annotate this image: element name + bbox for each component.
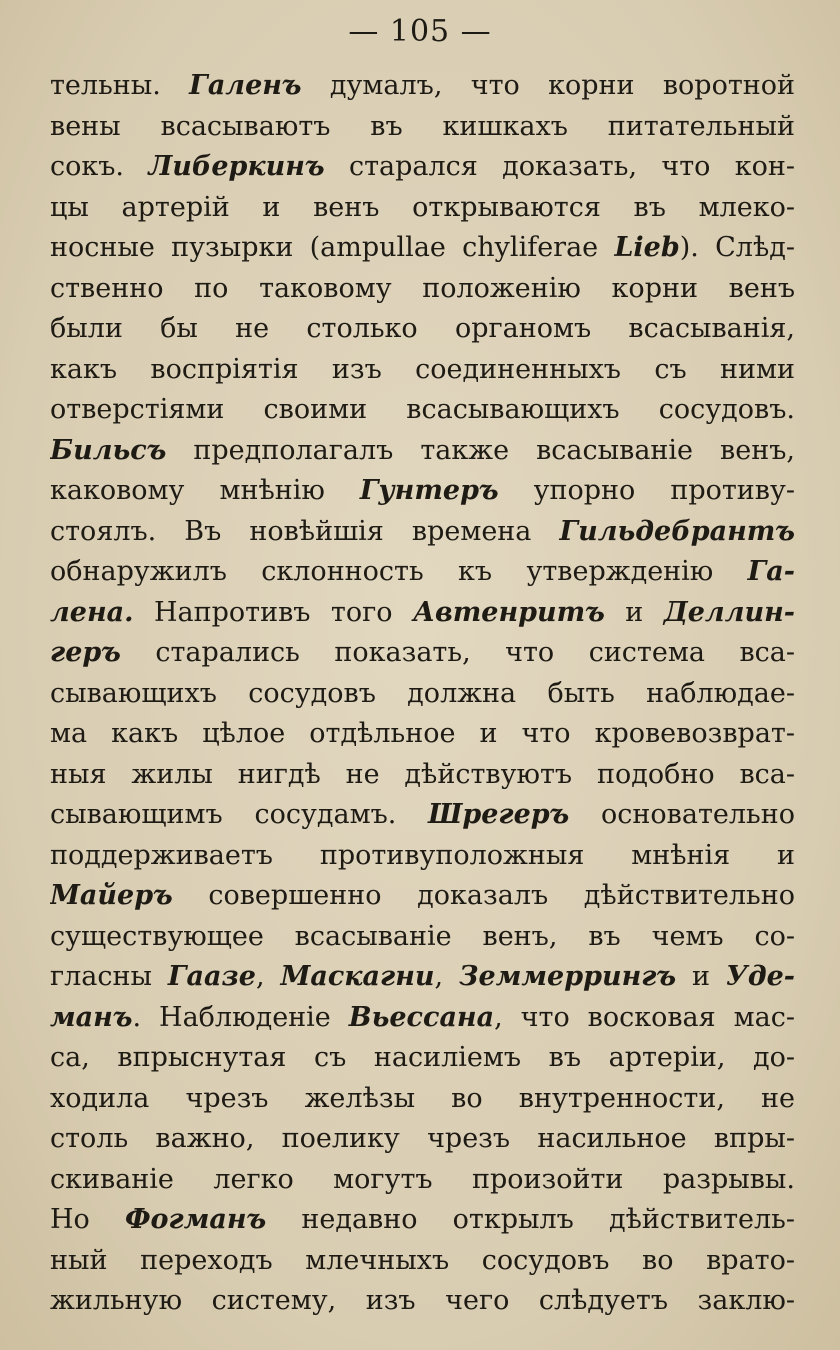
text-line — [50, 66, 795, 107]
text-segment: старались показать, что система вса- — [120, 637, 795, 668]
text-segment: , — [255, 961, 281, 992]
text-segment: старался доказать, что кон- — [324, 151, 795, 182]
text-line — [50, 350, 795, 391]
text-line — [50, 147, 795, 188]
text-line — [50, 1200, 795, 1241]
text-line — [50, 998, 795, 1039]
text-segment: недавно открылъ дѣйствитель- — [266, 1204, 795, 1235]
text-segment: жильную систему, изъ чего слѣдуетъ заклю- — [50, 1285, 795, 1316]
italic-name: Земмеррингъ — [459, 961, 677, 992]
text-line — [50, 309, 795, 350]
text-segment: стоялъ. Въ новѣйшія времена — [50, 515, 560, 547]
text-line — [50, 957, 795, 998]
text-segment: са, впрыснутая съ насиліемъ въ артеріи, до- — [50, 1042, 795, 1073]
italic-name: Гаазе — [167, 961, 256, 992]
text-segment: Напротивъ того — [133, 596, 413, 628]
italic-name: Lieb — [614, 232, 680, 263]
italic-name: Либеркинъ — [148, 151, 325, 182]
italic-name: Уде- — [725, 961, 795, 992]
text-line — [50, 431, 795, 472]
text-line — [50, 836, 795, 877]
text-line — [50, 1038, 795, 1079]
italic-name: Галенъ — [189, 70, 302, 101]
text-segment: каковому мнѣнію — [50, 475, 360, 506]
text-line — [50, 1119, 795, 1160]
text-segment: тельны. — [50, 70, 190, 101]
text-segment: сокъ. — [50, 151, 149, 182]
text-line — [50, 552, 795, 593]
italic-name: Га- — [747, 556, 795, 587]
italic-name: Вьессана — [348, 1001, 495, 1033]
text-line — [50, 674, 795, 715]
text-segment: . Наблюденіе — [132, 1001, 349, 1033]
text-line — [50, 714, 795, 755]
italic-name: Майеръ — [50, 880, 173, 911]
italic-name: Гунтеръ — [359, 475, 499, 506]
italic-name: Гильдебрантъ — [559, 515, 795, 547]
text-segment: носные пузырки (ampullae chyliferae — [50, 232, 615, 263]
text-line — [50, 1281, 795, 1322]
text-segment: существующее всасываніе венъ, въ чемъ со- — [50, 920, 795, 952]
italic-name: лена. — [50, 596, 134, 628]
text-segment: думалъ, что корни воротной — [301, 70, 795, 101]
text-segment: и — [676, 961, 726, 992]
text-segment: предполагалъ также всасываніе венъ, — [166, 434, 795, 466]
text-segment: ныя жилы нигдѣ не дѣйствуютъ подобно вса- — [50, 758, 795, 790]
text-segment: , что восковая мас- — [494, 1001, 795, 1033]
text-line — [50, 917, 795, 958]
italic-name: Фогманъ — [124, 1204, 267, 1235]
text-segment: и — [604, 596, 664, 628]
text-line — [50, 390, 795, 431]
italic-name: Бильсъ — [50, 434, 167, 466]
italic-name: геръ — [50, 637, 121, 668]
text-segment: гласны — [50, 961, 168, 992]
text-segment: ходила чрезъ желѣзы во внутренности, не — [50, 1082, 795, 1114]
page-number: — 105 — — [348, 14, 492, 49]
text-line — [50, 633, 795, 674]
italic-name: манъ — [50, 1001, 133, 1033]
text-line — [50, 228, 795, 269]
text-line — [50, 876, 795, 917]
text-line — [50, 755, 795, 796]
text-segment: поддерживаетъ противуположныя мнѣнія и — [50, 839, 795, 871]
text-segment: ный переходъ млечныхъ сосудовъ во врато- — [50, 1244, 795, 1276]
text-line — [50, 795, 795, 836]
text-segment: ма какъ цѣлое отдѣльное и что кровевозврат- — [50, 718, 795, 749]
text-line — [50, 512, 795, 553]
text-segment: сывающихъ сосудовъ должна быть наблюдае- — [50, 677, 795, 709]
text-line — [50, 1079, 795, 1120]
italic-name: Маскагни — [280, 961, 435, 992]
text-segment: столь важно, поелику чрезъ насильное впры- — [50, 1123, 795, 1154]
text-segment: обнаружилъ склонность къ утвержденію — [50, 556, 748, 587]
text-segment: отверстіями своими всасывающихъ сосудовъ. — [50, 394, 795, 425]
text-segment: совершенно доказалъ дѣйствительно — [172, 880, 795, 911]
italic-name: Автенритъ — [412, 596, 605, 628]
text-segment: скиваніе легко могутъ произойти разрывы. — [50, 1163, 795, 1195]
text-segment: сывающимъ сосудамъ. — [50, 799, 429, 830]
text-line — [50, 1160, 795, 1201]
text-segment: основательно — [569, 799, 795, 830]
text-segment: , — [434, 961, 460, 992]
text-line — [50, 1241, 795, 1282]
italic-name: Деллин- — [663, 596, 795, 628]
text-segment: ственно по таковому положенію корни венъ — [50, 272, 795, 304]
text-segment: упорно противу- — [498, 475, 795, 506]
body-text — [50, 66, 795, 1322]
text-segment: были бы не столько органомъ всасыванія, — [50, 313, 795, 344]
text-segment: ). Слѣд- — [679, 232, 795, 263]
text-line — [50, 269, 795, 310]
text-line — [50, 471, 795, 512]
text-line — [50, 593, 795, 634]
text-segment: какъ воспріятія изъ соединенныхъ съ ними — [50, 353, 795, 385]
text-segment: вены всасываютъ въ кишкахъ питательный — [50, 110, 795, 142]
italic-name: Шрегеръ — [428, 799, 570, 830]
text-line — [50, 107, 795, 148]
text-segment: Но — [50, 1204, 125, 1235]
text-line — [50, 188, 795, 229]
text-segment: цы артерій и венъ открываются въ млеко- — [50, 191, 795, 223]
